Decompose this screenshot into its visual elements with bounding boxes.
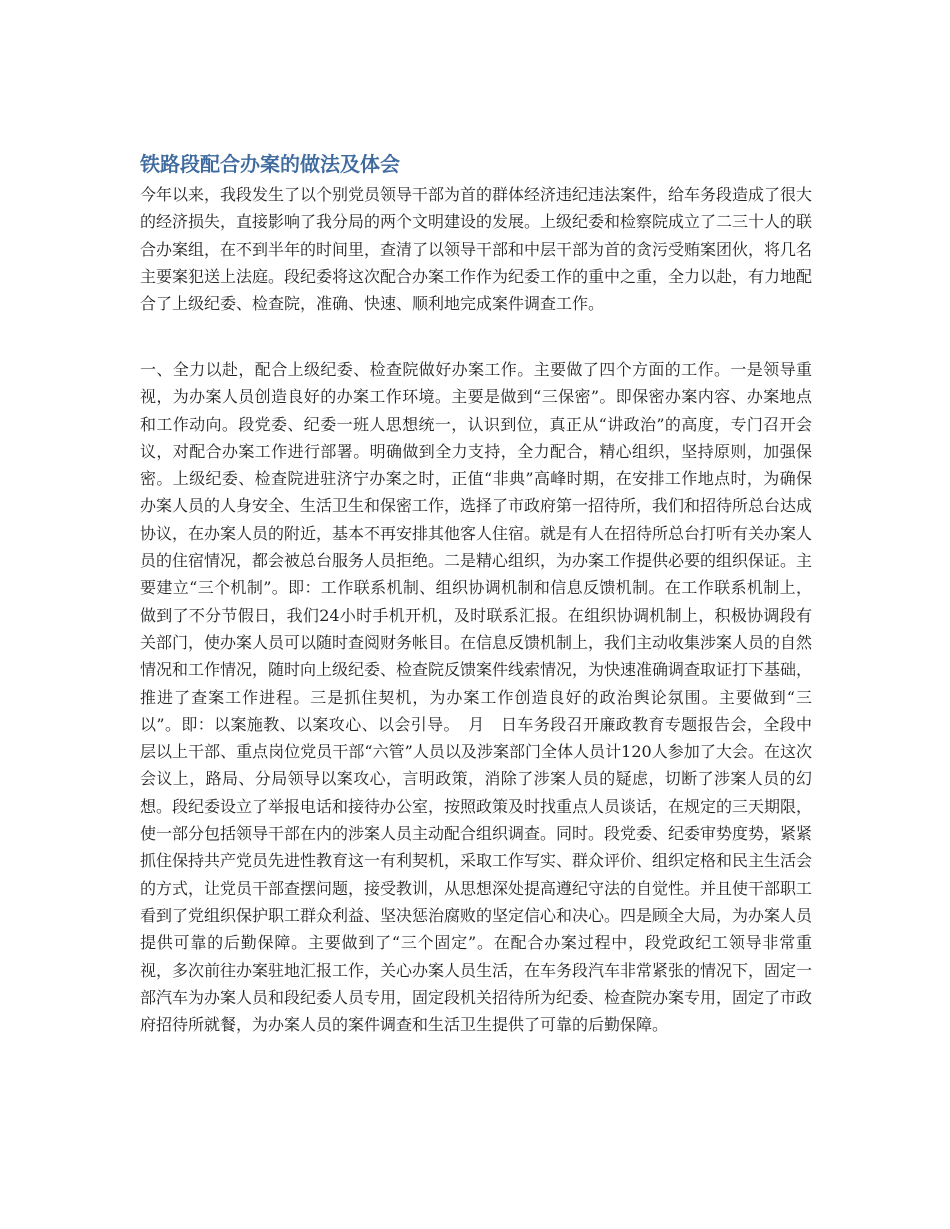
document-title: 铁路段配合办案的做法及体会 xyxy=(140,152,400,176)
paragraph-intro: 今年以来，我段发生了以个别党员领导干部为首的群体经济违纪违法案件，给车务段造成了很大的经济损失，直接影响了我分局的两个文明建设的发展。上级纪委和检察院成立了二三十人的联合办案组，在不到半年的时间里，查清了以领导干部和中层干部为首的贪污受贿案团伙，将几名主要案犯送上法庭。段纪委将这次配合办案工作作为纪委工作的重中之重，全力以赴，有力地配合了上级纪委、检查院，准确、快速、顺利地完成案件调查工作。 xyxy=(140,185,813,314)
paragraph-section-one: 一、全力以赴，配合上级纪委、检查院做好办案工作。主要做了四个方面的工作。一是领导重视，为办案人员创造良好的办案工作环境。主要是做到“三保密”。即保密办案内容、办案地点和工作动向。段党委、纪委一班人思想统一，认识到位，真正从“讲政治”的高度，专门召开会议，对配合办案工作进行部署。明确做到全力支持，全力配合，精心组织，坚持原则，加强保密。上级纪委、检查院进驻济宁办案之时，正值“非典”高峰时期，在安排工作地点时，为确保办案人员的人身安全、生活卫生和保密工作，选择了市政府第一招待所，我们和招待所总台达成协议，在办案人员的附近，基本不再安排其他客人住宿。就是有人在招待所总台打听有关办案人员的住宿情况，都会被总台服务人员拒绝。二是精心组织，为办案工作提供必要的组织保证。主要建立“三个机制”。即：工作联系机制、组织协调机制和信息反馈机制。在工作联系机制上，做到了不分节假日，我们24小时手机开机，及时联系汇报。在组织协调机制上，积极协调段有关部门，使办案人员可以随时查阅财务帐目。在信息反馈机制上，我们主动收集涉案人员的自然情况和工作情况，随时向上级纪委、检查院反馈案件线索情况，为快速准确调查取证打下基础，推进了查案工作进程。三是抓住契机，为办案工作创造良好的政治舆论氛围。主要做到“三以”。即：以案施教、以案攻心、以会引导。 月 日车务段召开廉政教育专题报告会，全段中层以上干部、重点岗位党员干部“六管”人员以及涉案部门全体人员计120人参加了大会。在这次会议上，路局、分局领导以案攻心，言明政策，消除了涉案人员的疑虑，切断了涉案人员的幻想。段纪委设立了举报电话和接待办公室，按照政策及时找重点人员谈话，在规定的三天期限，使一部分包括领导干部在内的涉案人员主动配合组织调查。同时。段党委、纪委审势度势，紧紧抓住保持共产党员先进性教育这一有利契机，采取工作写实、群众评价、组织定格和民主生活会的方式，让党员干部查摆问题，接受教训，从思想深处提高遵纪守法的自觉性。并且使干部职工看到了党组织保护职工群众利益、坚决惩治腐败的坚定信心和决心。四是顾全大局，为办案人员提供可靠的后勤保障。主要做到了“三个固定”。在配合办案过程中，段党政纪工领导非常重视，多次前往办案驻地汇报工作，关心办案人员生活，在车务段汽车非常紧张的情况下，固定一部汽车为办案人员和段纪委人员专用，固定段机关招待所为纪委、检查院办案专用，固定了市政府招待所就餐，为办案人员的案件调查和生活卫生提供了可靠的后勤保障。 xyxy=(140,360,813,1035)
